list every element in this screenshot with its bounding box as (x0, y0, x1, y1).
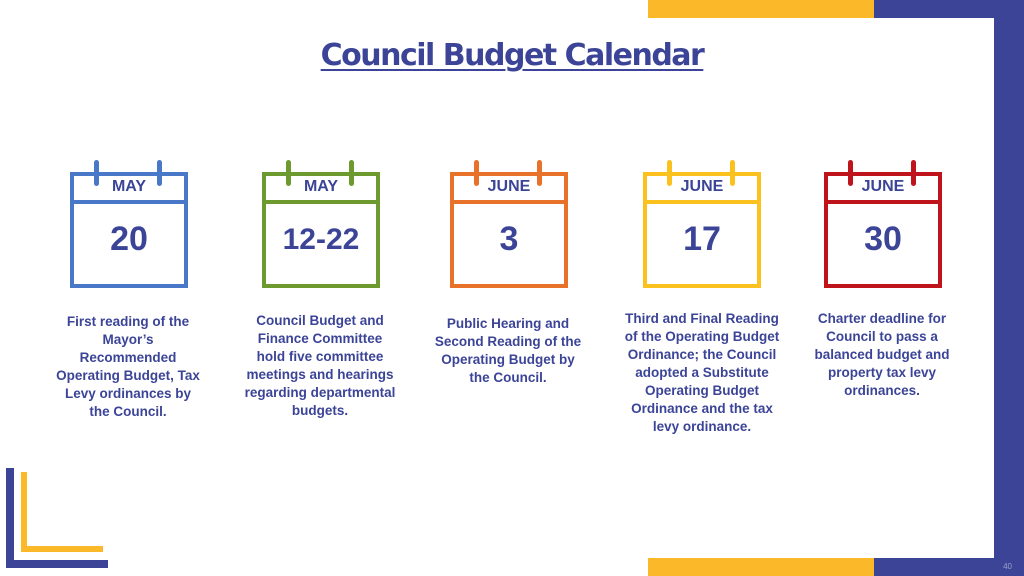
calendar-day: 3 (499, 220, 519, 258)
corner-navy-vertical (6, 468, 14, 568)
calendar-june-3 (450, 160, 566, 290)
calendar-day: 17 (683, 220, 721, 258)
page-number: 40 (1003, 562, 1012, 571)
calendar-day: 30 (864, 220, 902, 258)
event-description-1: First reading of the Mayor’s Recommended Operating Budget, Tax Levy ordinances by the Council. (56, 314, 200, 419)
bottom-gold-bar (648, 558, 874, 576)
event-description-2: Council Budget and Finance Committee hold five committee meetings and hearings regarding departmental budgets. (244, 313, 396, 418)
corner-gold-horizontal (21, 546, 103, 552)
calendar-band (266, 200, 376, 204)
calendar-month: JUNE (487, 178, 531, 195)
calendar-band (828, 200, 938, 204)
calendar-day: 20 (110, 220, 148, 258)
calendar-may-20 (70, 160, 186, 290)
calendar-band (647, 200, 757, 204)
event-description-3: Public Hearing and Second Reading of the Operating Budget by the Council. (434, 316, 582, 385)
event-description-5: Charter deadline for Council to pass a balanced budget and property tax levy ordinances. (814, 311, 950, 398)
page-title: Council Budget Calendar (320, 38, 704, 73)
top-gold-bar (648, 0, 874, 18)
calendar-day: 12-22 (282, 223, 360, 256)
calendar-band (74, 200, 184, 204)
corner-gold-vertical (21, 472, 27, 552)
calendar-month: JUNE (680, 178, 724, 195)
bottom-navy-bar (874, 558, 994, 576)
corner-navy-horizontal (6, 560, 108, 568)
calendar-band (454, 200, 564, 204)
calendar-may-12-22 (262, 160, 378, 290)
right-navy-bar (994, 0, 1024, 576)
calendar-june-17 (643, 160, 759, 290)
calendar-month: JUNE (861, 178, 905, 195)
calendar-june-30 (824, 160, 940, 290)
calendar-month: MAY (111, 178, 147, 195)
event-description-4: Third and Final Reading of the Operating Budget Ordinance; the Council adopted a Substitute Operating Budget Ordinance and the tax levy ordinance. (624, 311, 780, 434)
calendar-month: MAY (303, 178, 339, 195)
